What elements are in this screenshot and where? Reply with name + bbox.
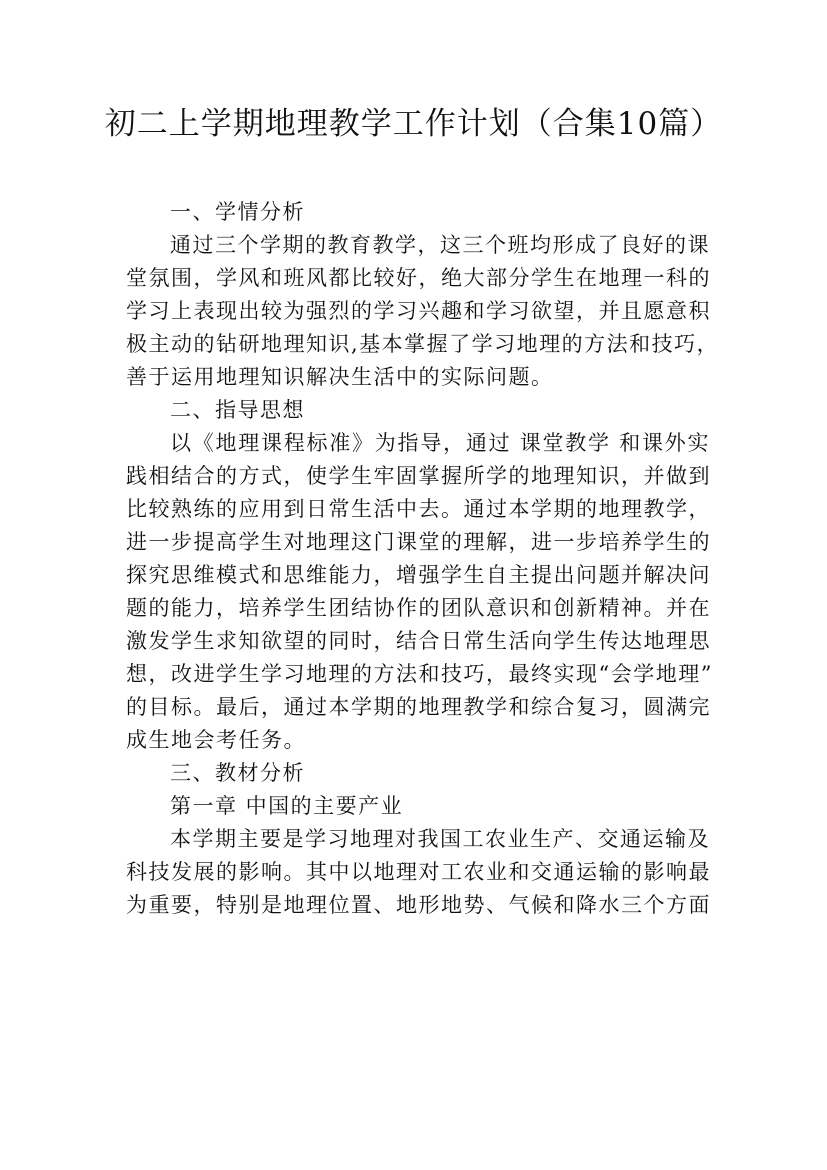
paragraph-line: 堂氛围，学风和班风都比较好，绝大部分学生在地理一科的 xyxy=(126,266,711,290)
section-heading: 二、指导思想 xyxy=(170,398,305,422)
paragraph-line: 科技发展的影响。其中以地理对工农业和交通运输的影响最 xyxy=(126,860,711,884)
document-body xyxy=(126,196,720,922)
section-heading: 三、教材分析 xyxy=(170,761,305,785)
paragraph-line: 想，改进学生学习地理的方法和技巧，最终实现“会学地理” xyxy=(126,662,713,686)
paragraph-line: 成生地会考任务。 xyxy=(126,728,306,752)
paragraph-line: 善于运用地理知识解决生活中的实际问题。 xyxy=(126,365,554,389)
paragraph-line: 通过三个学期的教育教学，这三个班均形成了良好的课 xyxy=(170,233,710,257)
paragraph-line: 进一步提高学生对地理这门课堂的理解，进一步培养学生的 xyxy=(126,530,711,554)
chapter-heading: 第一章 中国的主要产业 xyxy=(170,794,404,818)
paragraph-line: 探究思维模式和思维能力，增强学生自主提出问题并解决问 xyxy=(126,563,711,587)
paragraph-line: 为重要，特别是地理位置、地形地势、气候和降水三个方面 xyxy=(126,893,711,917)
document-title: 初二上学期地理教学工作计划（合集10篇） xyxy=(104,106,723,142)
paragraph-line: 题的能力，培养学生团结协作的团队意识和创新精神。并在 xyxy=(126,596,711,620)
paragraph-line: 本学期主要是学习地理对我国工农业生产、交通运输及 xyxy=(170,827,710,851)
paragraph-line: 极主动的钻研地理知识,基本掌握了学习地理的方法和技巧， xyxy=(126,332,720,356)
paragraph-line: 以《地理课程标准》为指导，通过 课堂教学 和课外实 xyxy=(170,431,710,455)
paragraph-line: 的目标。最后，通过本学期的地理教学和综合复习，圆满完 xyxy=(126,695,711,719)
paragraph-line: 激发学生求知欲望的同时，结合日常生活向学生传达地理思 xyxy=(126,629,711,653)
section-heading: 一、学情分析 xyxy=(170,200,305,224)
paragraph-line: 比较熟练的应用到日常生活中去。通过本学期的地理教学， xyxy=(126,497,711,521)
paragraph-line: 践相结合的方式，使学生牢固掌握所学的地理知识，并做到 xyxy=(126,464,711,488)
paragraph-line: 学习上表现出较为强烈的学习兴趣和学习欲望，并且愿意积 xyxy=(126,299,711,323)
